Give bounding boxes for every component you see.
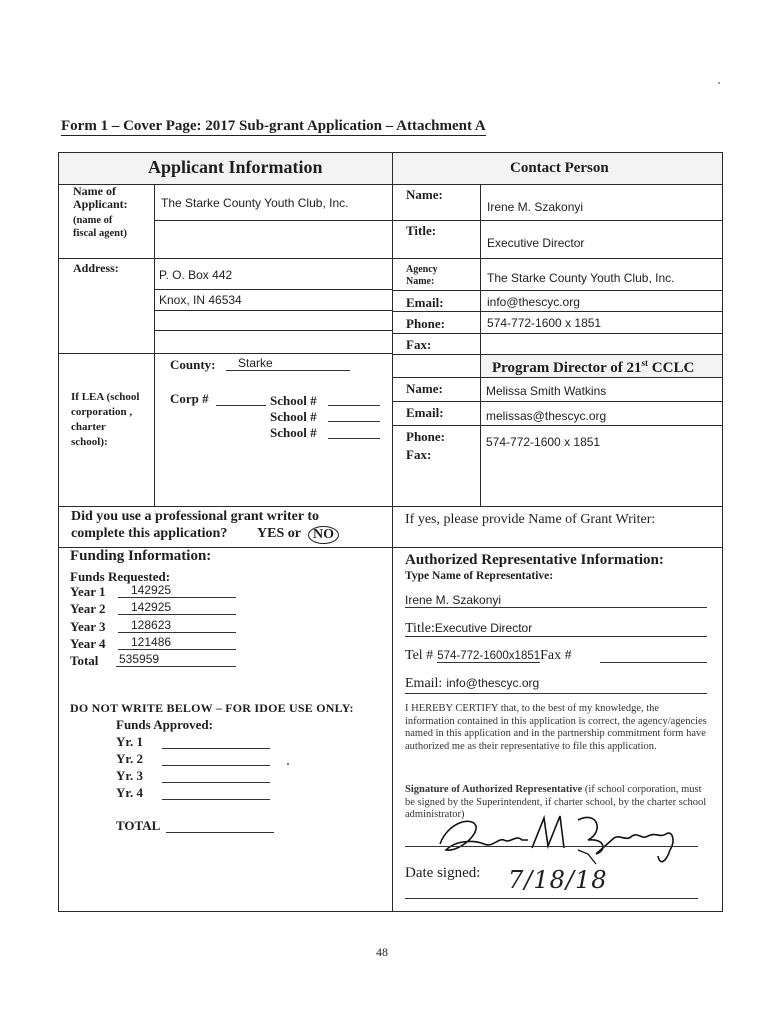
left-row3 xyxy=(154,289,392,290)
grant-writer-q1: Did you use a professional grant writer to xyxy=(71,509,319,524)
auth-fax-label: Fax # xyxy=(540,648,572,663)
left-row1 xyxy=(154,220,392,221)
yr4-field[interactable] xyxy=(162,799,270,800)
contact-fax-label: Fax: xyxy=(406,337,432,352)
yr3-label: Yr. 3 xyxy=(116,768,143,783)
pd-heading-end: CCLC xyxy=(648,360,695,376)
contact-agency-label: Agency Name: xyxy=(406,264,438,287)
auth-fax-field[interactable] xyxy=(600,662,707,663)
auth-heading: Authorized Representative Information: xyxy=(405,552,664,568)
year1-value[interactable]: 142925 xyxy=(118,583,236,598)
address-label: Address: xyxy=(73,261,119,275)
auth-email-value[interactable]: info@thescyc.org xyxy=(446,676,540,690)
right-row9 xyxy=(392,425,723,426)
auth-title-row xyxy=(405,619,707,637)
contact-title-label: Title: xyxy=(406,223,437,238)
date-signed-label: Date signed: xyxy=(405,865,481,881)
pd-name-value[interactable]: Melissa Smith Watkins xyxy=(486,384,607,398)
auth-title-label: Title: xyxy=(405,621,435,636)
contact-heading: Contact Person xyxy=(510,160,609,176)
header-rule xyxy=(58,184,723,185)
contact-email-value[interactable]: info@thescyc.org xyxy=(487,295,580,309)
applicant-name-sub: (name of fiscal agent) xyxy=(73,215,127,239)
signature-line xyxy=(405,846,698,847)
grant-writer-yes-or[interactable]: YES or xyxy=(257,526,301,541)
funding-row-3 xyxy=(70,618,106,636)
school-field-1[interactable] xyxy=(328,405,380,406)
left-row2 xyxy=(58,258,392,259)
pd-fax-label: Fax: xyxy=(406,447,432,462)
contact-email-label: Email: xyxy=(406,295,444,310)
funding-row-total xyxy=(70,652,98,670)
year2-label: Year 2 xyxy=(70,601,106,616)
funding-row-1 xyxy=(70,583,106,601)
funding-heading: Funding Information: xyxy=(70,548,212,564)
corp-field[interactable] xyxy=(216,405,266,406)
date-signed-value[interactable]: 7/18/18 xyxy=(508,866,608,894)
pd-email-label: Email: xyxy=(406,405,444,420)
section-rule-1 xyxy=(58,506,723,507)
idoe-total-label: TOTAL xyxy=(116,818,161,833)
date-signed-line xyxy=(405,898,698,899)
pd-name-label: Name: xyxy=(406,381,443,396)
school-label-1: School # xyxy=(270,393,317,408)
auth-email-row xyxy=(405,674,707,694)
year1-label: Year 1 xyxy=(70,584,106,599)
yr4-label: Yr. 4 xyxy=(116,785,143,800)
year4-value[interactable]: 121486 xyxy=(118,635,236,650)
contact-name-label: Name: xyxy=(406,187,443,202)
signature-drawing xyxy=(428,810,698,868)
year3-label: Year 3 xyxy=(70,619,106,634)
auth-title-value[interactable]: Executive Director xyxy=(434,621,533,635)
auth-tel-label: Tel # xyxy=(405,648,434,663)
year3-value[interactable]: 128623 xyxy=(118,618,236,633)
left-row6 xyxy=(58,353,392,354)
frame-right xyxy=(722,152,723,912)
funding-row-2 xyxy=(70,600,106,618)
county-label: County: xyxy=(170,357,216,372)
right-row4 xyxy=(392,311,723,312)
grant-writer-if-yes: If yes, please provide Name of Grant Writer: xyxy=(405,512,656,527)
auth-email-label: Email: xyxy=(405,676,443,691)
idoe-total-field[interactable] xyxy=(166,832,274,833)
right-col-divider xyxy=(480,184,481,506)
applicant-heading: Applicant Information xyxy=(148,157,323,177)
pd-heading-sup: st xyxy=(641,358,649,368)
contact-phone-value[interactable]: 574-772-1600 x 1851 xyxy=(487,316,602,330)
right-row8 xyxy=(392,401,723,402)
grant-writer-q2: complete this application? xyxy=(71,526,228,541)
right-row1 xyxy=(392,220,723,221)
auth-type-name-label: Type Name of Representative: xyxy=(405,570,554,582)
year4-label: Year 4 xyxy=(70,636,106,651)
frame-bottom xyxy=(58,911,723,912)
grant-writer-no[interactable]: NO xyxy=(308,526,339,544)
left-row4 xyxy=(154,310,392,311)
corp-label: Corp # xyxy=(170,391,209,406)
right-row3 xyxy=(392,290,723,291)
stray-dot-2 xyxy=(718,82,720,84)
right-row7 xyxy=(392,377,723,378)
funds-requested-label: Funds Requested: xyxy=(70,569,171,584)
school-label-2: School # xyxy=(270,409,317,424)
auth-tel-value[interactable]: 574-772-1600x1851 xyxy=(437,650,541,662)
address-line2[interactable]: Knox, IN 46534 xyxy=(159,293,242,307)
stray-dot xyxy=(287,763,289,765)
pd-heading-text: Program Director of 21 xyxy=(492,360,642,376)
total-value[interactable]: 535959 xyxy=(116,652,236,667)
applicant-name-label: Name of Applicant: xyxy=(73,184,128,211)
contact-title-value[interactable]: Executive Director xyxy=(487,236,585,250)
pd-phone-label: Phone: xyxy=(406,429,445,444)
auth-name-value[interactable]: Irene M. Szakonyi xyxy=(405,593,707,608)
contact-name-value[interactable]: Irene M. Szakonyi xyxy=(487,200,584,214)
frame-left xyxy=(58,152,59,912)
funding-row-4 xyxy=(70,635,106,653)
year2-value[interactable]: 142925 xyxy=(118,600,236,615)
right-row6 xyxy=(392,354,723,355)
school-field-2[interactable] xyxy=(328,421,380,422)
yr2-label: Yr. 2 xyxy=(116,751,143,766)
signature-note: (if school corporation, must be signed by the Superintendent, if charter school, by the charter school administrator) xyxy=(405,784,707,820)
right-row5 xyxy=(392,333,723,334)
county-value[interactable]: Starke xyxy=(226,356,350,371)
form-title: Form 1 – Cover Page: 2017 Sub-grant Application – Attachment A xyxy=(61,118,486,134)
left-col-divider xyxy=(154,184,155,506)
yr2-field[interactable] xyxy=(162,765,270,766)
pd-heading xyxy=(492,358,694,377)
yr1-field[interactable] xyxy=(162,748,270,749)
school-field-3[interactable] xyxy=(328,438,380,439)
contact-agency-value[interactable]: The Starke County Youth Club, Inc. xyxy=(487,271,675,285)
contact-phone-label: Phone: xyxy=(406,316,445,331)
left-row5 xyxy=(154,330,392,331)
funds-approved-label: Funds Approved: xyxy=(116,717,213,732)
certify-text: I HEREBY CERTIFY that, to the best of my knowledge, the information contained in this application is correct, the agency/agencies named in this application and in the partnership commitment form have authorized me as their representative to file this application. xyxy=(405,703,707,752)
yr3-field[interactable] xyxy=(162,782,270,783)
yr1-label: Yr. 1 xyxy=(116,734,143,749)
frame-middle xyxy=(392,152,393,912)
applicant-name-value[interactable]: The Starke County Youth Club, Inc. xyxy=(161,196,349,210)
page-number: 48 xyxy=(376,945,388,959)
address-line1[interactable]: P. O. Box 442 xyxy=(159,268,233,282)
idoe-heading: DO NOT WRITE BELOW – FOR IDOE USE ONLY: xyxy=(70,701,354,715)
school-label-3: School # xyxy=(270,425,317,440)
pd-phone-value[interactable]: 574-772-1600 x 1851 xyxy=(486,435,601,449)
right-row2 xyxy=(392,258,723,259)
lea-label: If LEA (school corporation , charter school): xyxy=(71,391,140,448)
signature-label: Signature of Authorized Representative xyxy=(405,784,583,795)
pd-email-value[interactable]: melissas@thescyc.org xyxy=(486,409,607,423)
total-label: Total xyxy=(70,653,99,668)
